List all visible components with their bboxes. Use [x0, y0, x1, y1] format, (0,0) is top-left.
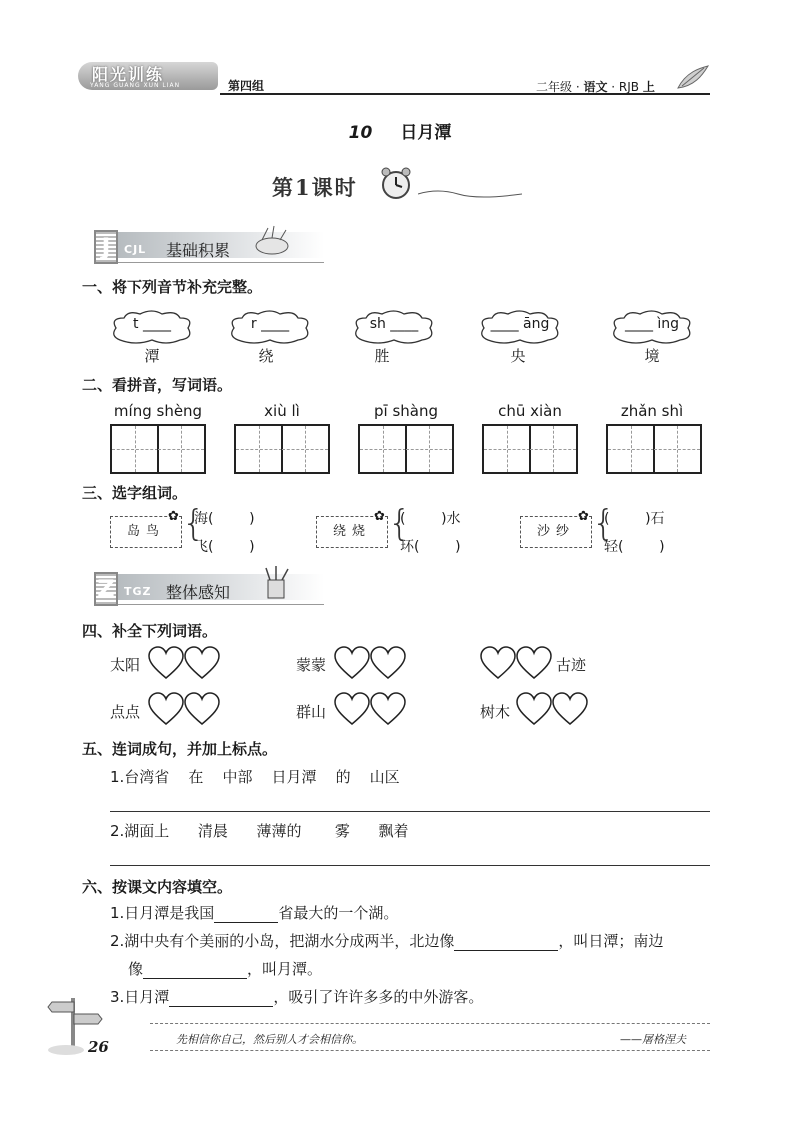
heart-blank[interactable]: [516, 692, 552, 726]
option-line[interactable]: 飞( ): [194, 539, 255, 555]
writing-grid[interactable]: [358, 424, 454, 474]
question-6-title: 六、按课文内容填空。: [82, 878, 233, 896]
char-pair-box: 沙纱: [520, 516, 592, 548]
heart-blank[interactable]: [370, 692, 406, 726]
section-letter: J: [94, 230, 118, 264]
logo-text: 阳光训练: [92, 65, 165, 84]
fill-sentence-3: 3.日月潭 ，吸引了许许多多的中外游客。: [110, 988, 484, 1006]
heart-blank[interactable]: [552, 692, 588, 726]
syllable: t ____: [133, 316, 171, 332]
heart-blank[interactable]: [148, 692, 184, 726]
option-line[interactable]: ( )水: [400, 511, 461, 527]
question-2-title: 二、看拼音，写词语。: [82, 376, 233, 394]
writing-grid[interactable]: [110, 424, 206, 474]
period-label: 第1课时: [272, 175, 358, 200]
motto-quote: 先相信你自己，然后别人才会相信你。: [176, 1033, 363, 1046]
fill-sentence-1: 1.日月潭是我国 省最大的一个湖。: [110, 904, 399, 922]
hanzi: 绕: [258, 347, 274, 365]
question-5-title: 五、连词成句，并加上标点。: [82, 740, 278, 758]
alarm-clock-icon: [378, 166, 414, 202]
fill-sentence-2: 2.湖中央有个美丽的小岛，把湖水分成两半，北边像 ，叫日潭；南边: [110, 932, 664, 950]
pinyin: xiù lì: [264, 402, 300, 420]
heart-blank[interactable]: [516, 646, 552, 680]
heart-blank[interactable]: [184, 692, 220, 726]
page-number: 26: [88, 1038, 109, 1056]
option-line[interactable]: 海( ): [194, 511, 255, 527]
heart-blank[interactable]: [334, 646, 370, 680]
option-line[interactable]: 轻( ): [604, 539, 665, 555]
word: 点点: [110, 703, 141, 721]
flower-icon: ✿: [168, 509, 179, 524]
banner-underline: [94, 604, 324, 605]
pinyin: zhǎn shì: [620, 402, 684, 420]
leaf-icon: [676, 62, 710, 92]
writing-grid[interactable]: [482, 424, 578, 474]
pinyin: chū xiàn: [498, 402, 562, 420]
word-sequence: 2.湖面上 清晨 薄薄的 雾 飘着: [110, 822, 409, 840]
quote-author: ——屠格涅夫: [620, 1033, 686, 1046]
word-sequence: 1.台湾省 在 中部 日月潭 的 山区: [110, 768, 400, 786]
fill-blank[interactable]: [143, 962, 247, 979]
option-line[interactable]: ( )石: [604, 511, 665, 527]
syllable: ____ ìng: [624, 316, 680, 332]
section-abbr: CJL: [124, 243, 147, 256]
word: 群山: [296, 703, 327, 721]
heart-blank[interactable]: [148, 646, 184, 680]
brace: {: [182, 503, 205, 544]
char-pair-box: 岛鸟: [110, 516, 182, 548]
word: 蒙蒙: [296, 656, 327, 674]
fill-blank[interactable]: [169, 990, 273, 1007]
word: 太阳: [110, 656, 141, 674]
fill-blank[interactable]: [454, 934, 558, 951]
char-pair-box: 绕烧: [316, 516, 388, 548]
question-1-title: 一、将下列音节补充完整。: [82, 278, 263, 296]
answer-line[interactable]: [110, 811, 710, 812]
syllable: ____ āng: [490, 316, 550, 332]
pinyin: pī shàng: [374, 402, 438, 420]
fill-blank[interactable]: [214, 906, 278, 923]
syllable: sh ____: [369, 316, 419, 332]
grade-label: 二年级 · 语文 · RJB 上: [536, 80, 655, 94]
heart-blank[interactable]: [370, 646, 406, 680]
brace: {: [592, 503, 615, 544]
period-decoration: [418, 188, 522, 200]
hanzi: 央: [510, 347, 526, 365]
heart-blank[interactable]: [334, 692, 370, 726]
hanzi: 潭: [144, 347, 160, 365]
heart-blank[interactable]: [184, 646, 220, 680]
banner-underline: [94, 262, 324, 263]
question-4-title: 四、补全下列词语。: [82, 622, 218, 640]
flower-icon: ✿: [578, 509, 589, 524]
lesson-title: 10 日月潭: [348, 123, 452, 143]
fill-sentence-2-cont: 像 ，叫月潭。: [128, 960, 323, 978]
section-letter: Z: [94, 572, 118, 606]
syllable: r ____: [250, 316, 290, 332]
heart-blank[interactable]: [480, 646, 516, 680]
hanzi: 胜: [374, 347, 390, 365]
pencil-cup-icon: [256, 566, 296, 602]
section-title: 基础积累: [166, 241, 231, 260]
section-title: 整体感知: [166, 583, 231, 602]
flower-icon: ✿: [374, 509, 385, 524]
pinyin: míng shèng: [113, 402, 203, 420]
brace: {: [388, 503, 411, 544]
word: 树木: [480, 703, 511, 721]
logo-subtext: YANG GUANG XUN LIAN: [90, 82, 181, 89]
hanzi: 境: [644, 347, 660, 365]
question-3-title: 三、选字组词。: [82, 484, 188, 502]
leaves-icon: [250, 224, 294, 258]
group-label: 第四组: [228, 79, 265, 93]
writing-grid[interactable]: [606, 424, 702, 474]
answer-line[interactable]: [110, 865, 710, 866]
writing-grid[interactable]: [234, 424, 330, 474]
section-abbr: TGZ: [124, 585, 152, 598]
option-line[interactable]: 环( ): [400, 539, 461, 555]
word: 古迹: [556, 656, 587, 674]
